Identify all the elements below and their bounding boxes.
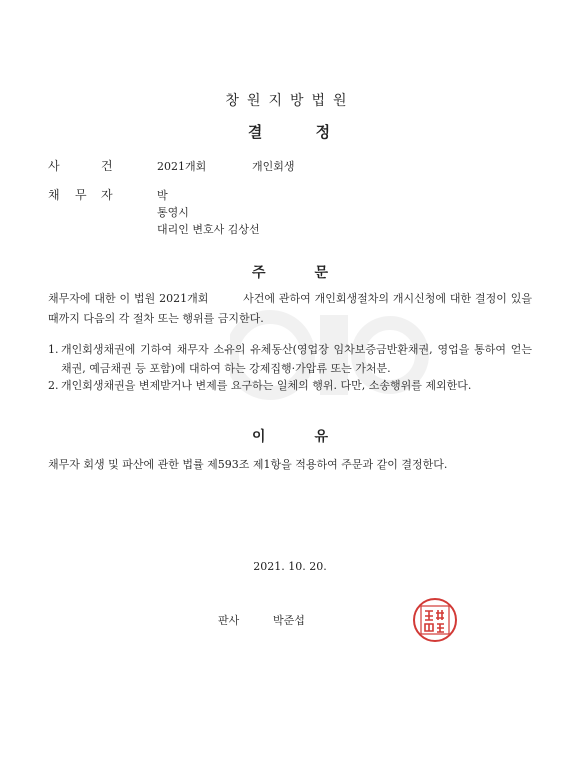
document-title-char-1: 결 xyxy=(247,123,265,141)
judge-label: 판사 xyxy=(218,614,240,627)
order-item-text: 개인회생채권에 기하여 채무자 소유의 유체동산(영업장 임차보증금반환채권, 영업을 통하여 얻는 채권, 예금채권 등 포함)에 대하여 하는 강제집행·가압류 또는 가처분. xyxy=(61,343,532,375)
debtor-label-char-3: 자 xyxy=(101,188,113,202)
order-item xyxy=(48,376,532,395)
reason-heading-char-1: 이 xyxy=(252,429,266,445)
debtor-label-char-2: 무 xyxy=(75,188,87,202)
reason-heading-char-2: 유 xyxy=(314,429,328,445)
order-text: 채무자에 대한 이 법원 2021개회 사건에 관하여 개인회생절차의 개시신청에 대한 결정이 있을 때까지 다음의 각 절차 또는 행위를 금지한다. xyxy=(48,292,532,325)
order-item-number: 1. xyxy=(48,343,59,356)
debtor-address: 통영시 xyxy=(157,206,189,219)
debtor-agent: 대리인 변호사 김상선 xyxy=(157,223,260,236)
order-heading-char-1: 주 xyxy=(252,265,266,281)
order-heading-char-2: 문 xyxy=(314,265,328,281)
reason-heading xyxy=(0,426,580,446)
case-label-char-1: 사 xyxy=(48,159,60,173)
case-label-char-2: 건 xyxy=(101,159,113,173)
decision-date: 2021. 10. 20. xyxy=(253,560,327,573)
judge-name: 박준섭 xyxy=(273,614,305,627)
reason-text: 채무자 회생 및 파산에 관한 법률 제593조 제1항을 적용하여 주문과 같이 결정한다. xyxy=(48,458,448,471)
document-title xyxy=(0,121,580,142)
court-name: 창원지방법원 xyxy=(225,93,355,109)
court-seal-stamp xyxy=(412,597,458,643)
order-item xyxy=(48,340,532,378)
debtor-name: 박 xyxy=(157,189,168,202)
case-type: 개인회생 xyxy=(252,160,295,173)
order-item-text: 개인회생채권을 변제받거나 변제를 요구하는 일체의 행위. 다만, 소송행위를 제외한다. xyxy=(61,379,472,392)
debtor-label-char-1: 채 xyxy=(48,188,60,202)
case-number: 2021개회 xyxy=(157,160,207,173)
order-item-number: 2. xyxy=(48,379,59,392)
document-title-char-2: 정 xyxy=(315,123,333,141)
order-heading xyxy=(0,262,580,282)
